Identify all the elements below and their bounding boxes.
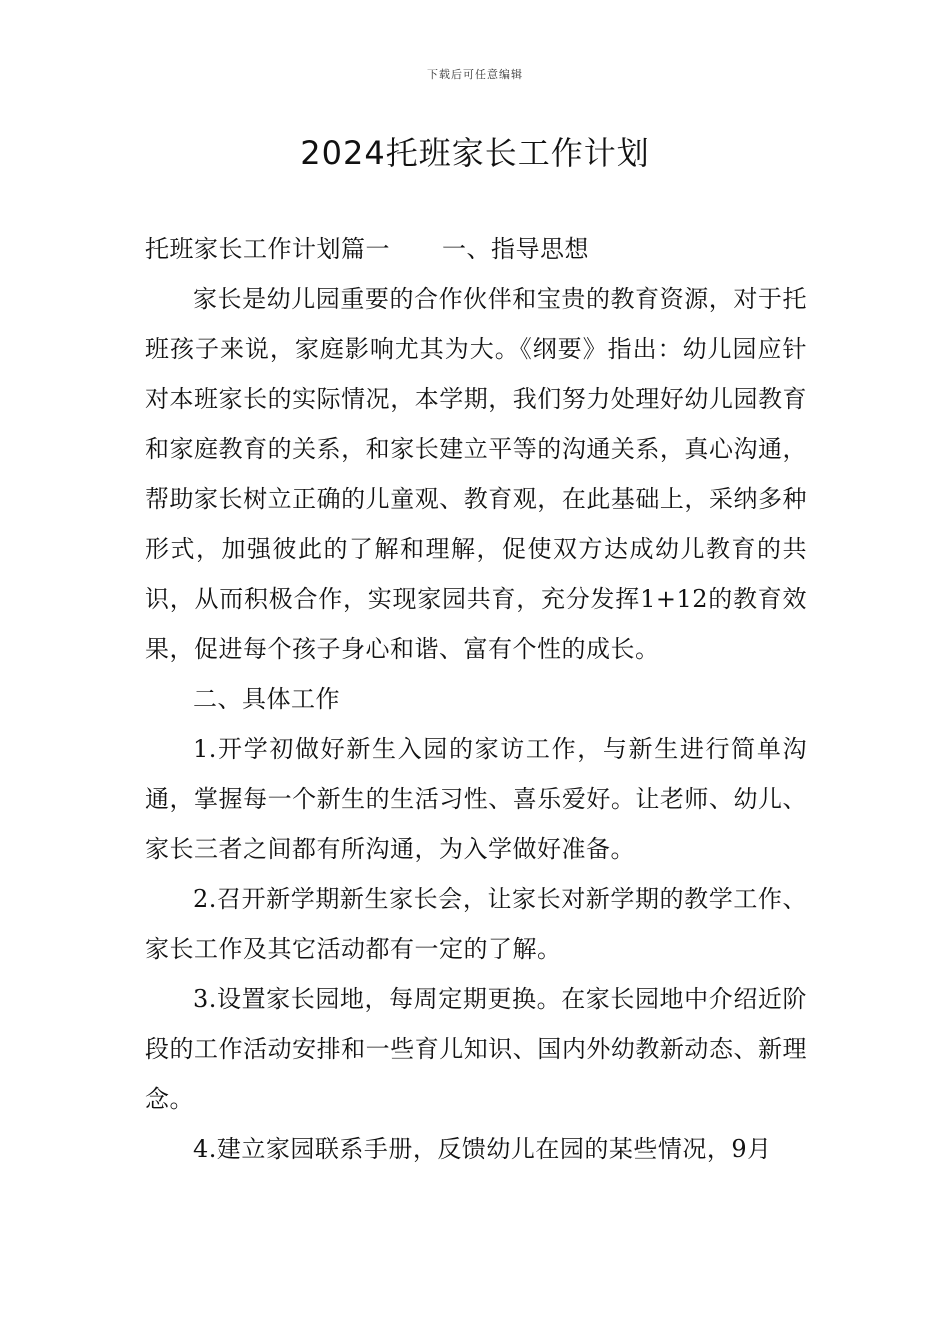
section-heading-line bbox=[145, 224, 807, 274]
list-item-1: 1.开学初做好新生入园的家访工作，与新生进行简单沟通，掌握每一个新生的生活习性、喜乐爱好。让老师、幼儿、家长三者之间都有所沟通，为入学做好准备。 bbox=[145, 735, 807, 863]
document-title: 2024托班家长工作计划 bbox=[300, 134, 650, 172]
list-item-3: 3.设置家长园地，每周定期更换。在家长园地中介绍近阶段的工作活动安排和一些育儿知识、国内外幼教新动态、新理念。 bbox=[145, 985, 807, 1113]
subsection-heading: 一、指导思想 bbox=[442, 235, 589, 263]
section-heading: 托班家长工作计划篇一 bbox=[145, 235, 390, 263]
list-item-4: 4.建立家园联系手册，反馈幼儿在园的某些情况，9月 bbox=[193, 1135, 772, 1163]
document-body bbox=[145, 224, 807, 1174]
list-item-2: 2.召开新学期新生家长会，让家长对新学期的教学工作、家长工作及其它活动都有一定的了解。 bbox=[145, 885, 807, 963]
subsection-heading-specific-work: 二、具体工作 bbox=[193, 685, 340, 713]
paragraph-guiding-ideology: 家长是幼儿园重要的合作伙伴和宝贵的教育资源，对于托班孩子来说，家庭影响尤其为大。《纲要》指出：幼儿园应针对本班家长的实际情况，本学期，我们努力处理好幼儿园教育和家庭教育的关系，和家长建立平等的沟通关系，真心沟通，帮助家长树立正确的儿童观、教育观，在此基础上，采纳多种形式，加强彼此的了解和理解，促使双方达成幼儿教育的共识，从而积极合作，实现家园共育，充分发挥1+12的教育效果，促进每个孩子身心和谐、富有个性的成长。 bbox=[145, 285, 807, 663]
header-note: 下载后可任意编辑 bbox=[427, 68, 523, 81]
